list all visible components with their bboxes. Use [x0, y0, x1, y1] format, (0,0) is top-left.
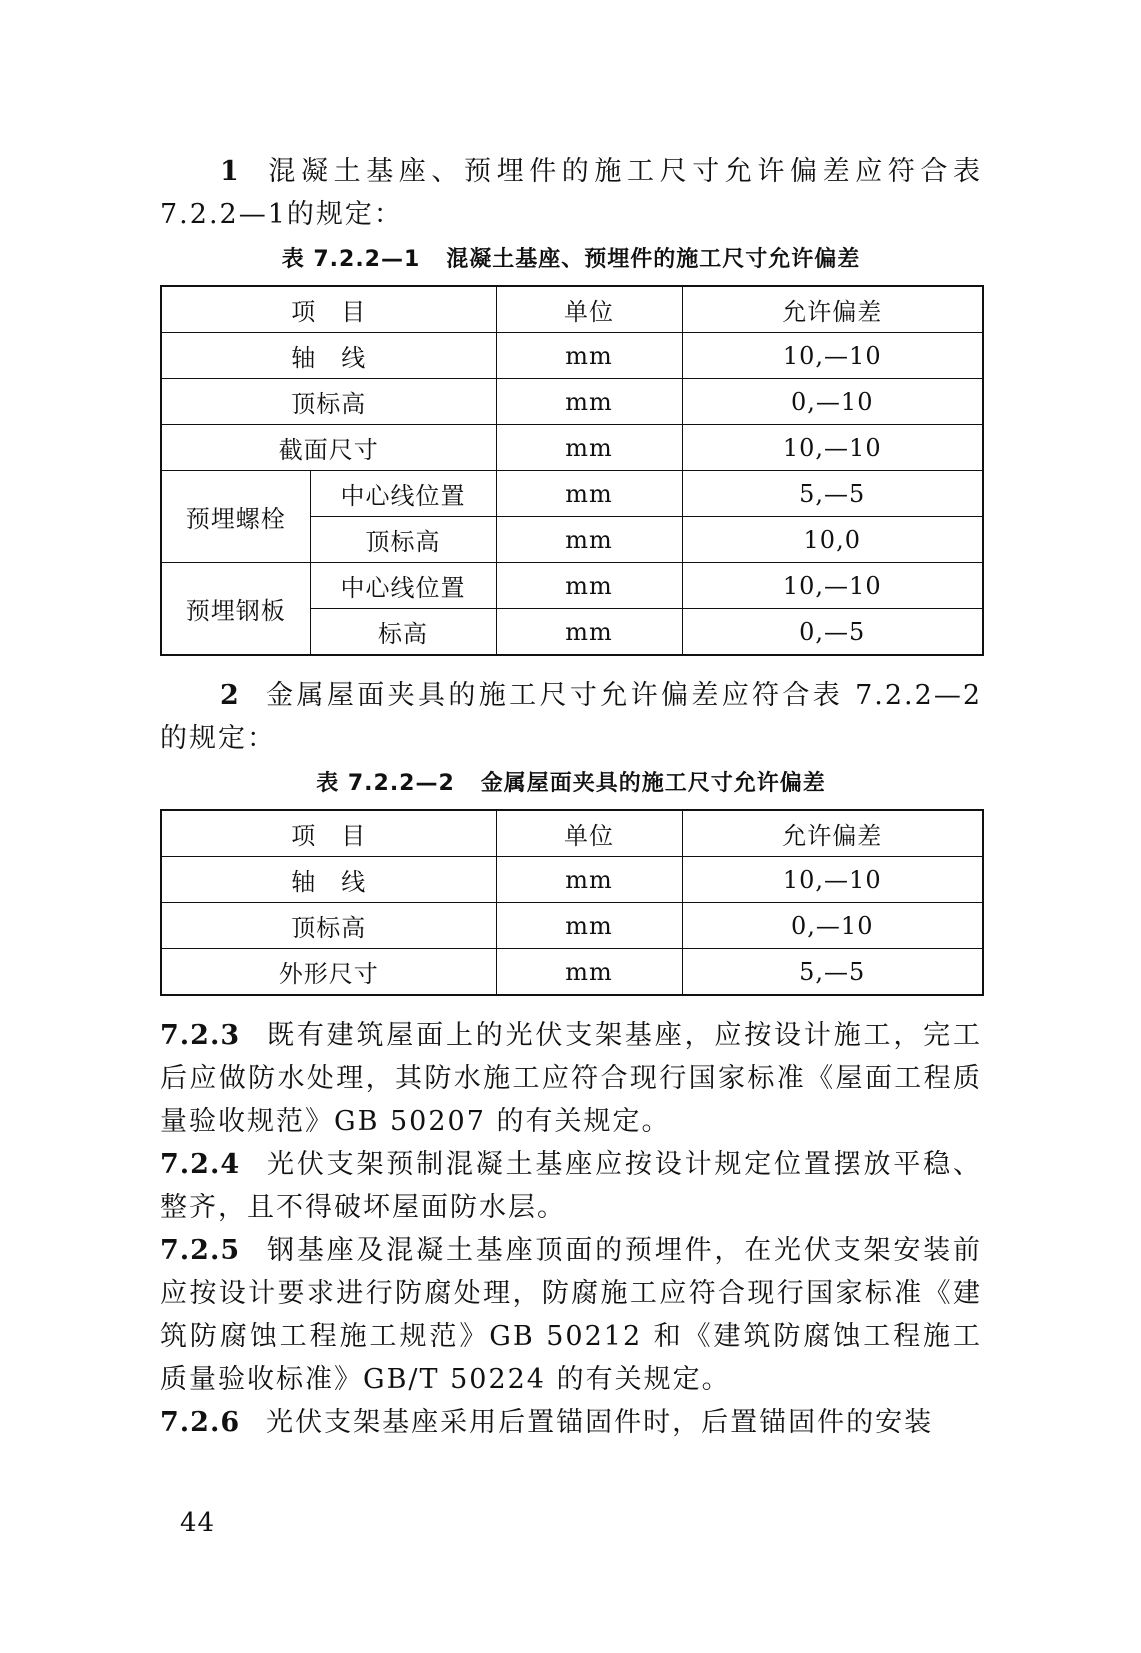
- clause-number: 7.2.4: [160, 1149, 241, 1180]
- clause-7-2-5: [160, 1229, 982, 1401]
- table-cell-item: 顶标高: [161, 903, 496, 949]
- table-1-header-unit: 单位: [496, 286, 682, 333]
- table-row: [161, 949, 983, 996]
- table-row: [161, 563, 983, 609]
- table-cell-tolerance: 10,—10: [682, 425, 983, 471]
- table-row: [161, 857, 983, 903]
- table-cell-unit: mm: [496, 563, 682, 609]
- table-2-caption-number: 表 7.2.2—2: [316, 771, 455, 796]
- item-1-paragraph: [160, 150, 982, 236]
- table-1-header-row: [161, 286, 983, 333]
- item-2-number: 2: [220, 680, 241, 711]
- clause-text: 钢基座及混凝土基座顶面的预埋件，在光伏支架安装前应按设计要求进行防腐处理，防腐施工应符合现行国家标准《建筑防腐蚀工程施工规范》GB 50212 和《建筑防腐蚀工程施工质量验收标准》GB/T 50224 的有关规定。: [160, 1235, 982, 1395]
- item-1-text: 混凝土基座、预埋件的施工尺寸允许偏差应符合表 7.2.2—1的规定：: [160, 156, 982, 230]
- table-cell-tolerance: 5,—5: [682, 471, 983, 517]
- table-cell-tolerance: 10,—10: [682, 857, 983, 903]
- table-1: [160, 285, 984, 656]
- table-cell-subitem: 中心线位置: [310, 471, 496, 517]
- table-1-caption-title: 混凝土基座、预埋件的施工尺寸允许偏差: [446, 247, 861, 272]
- table-cell-item: 外形尺寸: [161, 949, 496, 996]
- table-cell-unit: mm: [496, 517, 682, 563]
- table-cell-unit: mm: [496, 857, 682, 903]
- table-row: [161, 333, 983, 379]
- table-2-header-unit: 单位: [496, 810, 682, 857]
- table-2: [160, 809, 984, 996]
- table-cell-unit: mm: [496, 379, 682, 425]
- table-cell-item: 顶标高: [161, 379, 496, 425]
- clause-text: 既有建筑屋面上的光伏支架基座，应按设计施工，完工后应做防水处理，其防水施工应符合现行国家标准《屋面工程质量验收规范》GB 50207 的有关规定。: [160, 1020, 982, 1137]
- table-cell-tolerance: 5,—5: [682, 949, 983, 996]
- table-cell-unit: mm: [496, 425, 682, 471]
- table-1-caption: [160, 242, 982, 273]
- item-2-text: 金属屋面夹具的施工尺寸允许偏差应符合表 7.2.2—2 的规定：: [160, 680, 982, 754]
- clause-7-2-6: [160, 1401, 982, 1444]
- table-row: [161, 425, 983, 471]
- table-cell-tolerance: 10,—10: [682, 333, 983, 379]
- clause-number: 7.2.3: [160, 1020, 241, 1051]
- table-cell-item: 轴 线: [161, 333, 496, 379]
- item-1-number: 1: [220, 156, 241, 187]
- table-2-caption-title: 金属屋面夹具的施工尺寸允许偏差: [480, 771, 826, 796]
- table-1-header-tolerance: 允许偏差: [682, 286, 983, 333]
- table-cell-unit: mm: [496, 903, 682, 949]
- table-cell-tolerance: 0,—10: [682, 903, 983, 949]
- table-cell-tolerance: 0,—10: [682, 379, 983, 425]
- table-cell-unit: mm: [496, 949, 682, 996]
- clause-7-2-3: [160, 1014, 982, 1143]
- document-page: [160, 150, 982, 1444]
- table-cell-subitem: 中心线位置: [310, 563, 496, 609]
- table-cell-item: 截面尺寸: [161, 425, 496, 471]
- table-cell-tolerance: 0,—5: [682, 609, 983, 656]
- table-row: [161, 903, 983, 949]
- table-cell-subitem: 标高: [310, 609, 496, 656]
- item-2-paragraph: [160, 674, 982, 760]
- clause-number: 7.2.6: [160, 1407, 241, 1438]
- table-2-caption: [160, 766, 982, 797]
- table-2-header-row: [161, 810, 983, 857]
- table-cell-group: 预埋钢板: [161, 563, 310, 656]
- table-cell-group: 预埋螺栓: [161, 471, 310, 563]
- clause-text: 光伏支架预制混凝土基座应按设计规定位置摆放平稳、整齐，且不得破坏屋面防水层。: [160, 1149, 982, 1223]
- clause-7-2-4: [160, 1143, 982, 1229]
- table-row: [161, 379, 983, 425]
- table-cell-tolerance: 10,—10: [682, 563, 983, 609]
- clause-text: 光伏支架基座采用后置锚固件时，后置锚固件的安装: [266, 1407, 934, 1438]
- table-1-header-item: 项 目: [161, 286, 496, 333]
- clause-number: 7.2.5: [160, 1235, 241, 1266]
- table-cell-unit: mm: [496, 471, 682, 517]
- table-row: [161, 471, 983, 517]
- table-cell-unit: mm: [496, 609, 682, 656]
- table-1-caption-number: 表 7.2.2—1: [281, 247, 421, 272]
- table-cell-subitem: 顶标高: [310, 517, 496, 563]
- table-2-header-tolerance: 允许偏差: [682, 810, 983, 857]
- table-cell-tolerance: 10,0: [682, 517, 983, 563]
- page-number: 44: [180, 1508, 216, 1538]
- table-cell-item: 轴 线: [161, 857, 496, 903]
- table-cell-unit: mm: [496, 333, 682, 379]
- table-2-header-item: 项 目: [161, 810, 496, 857]
